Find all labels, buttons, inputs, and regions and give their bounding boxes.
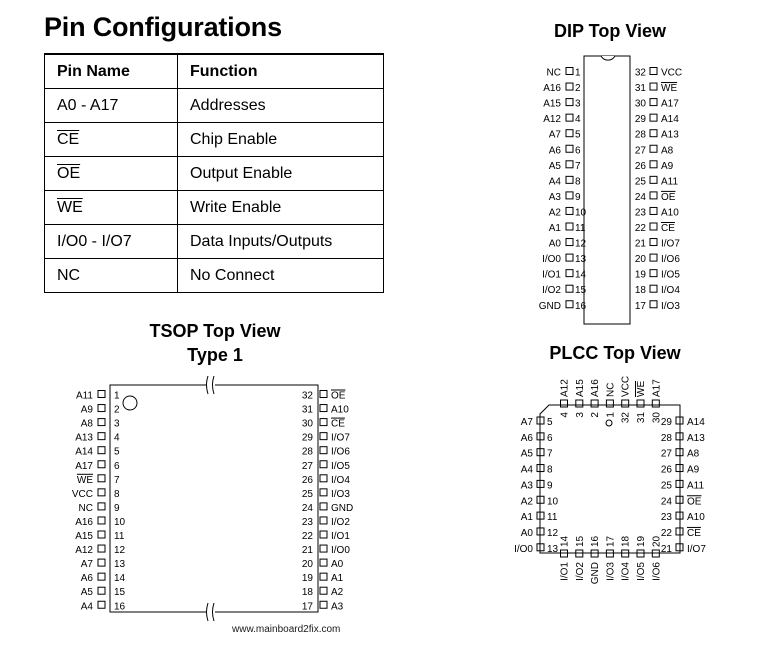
dip-signal-label: I/O3 xyxy=(661,300,680,312)
tsop-pin-box xyxy=(320,461,327,468)
plcc-signal-label: I/O0 xyxy=(514,543,533,555)
dip-pin-box xyxy=(566,207,573,214)
dip-pin-number: 24 xyxy=(634,191,646,203)
function-cell: Data Inputs/Outputs xyxy=(178,225,384,259)
dip-pin-number: 28 xyxy=(634,129,646,141)
tsop-pin-number: 6 xyxy=(114,460,120,472)
tsop-pin-box xyxy=(98,461,105,468)
dip-pin-box xyxy=(650,207,657,214)
plcc-signal-label: A9 xyxy=(687,464,700,476)
plcc-pin-number: 22 xyxy=(660,527,672,539)
dip-signal-label: I/O5 xyxy=(661,269,680,281)
dip-pin-number: 9 xyxy=(575,191,581,203)
dip-signal-label: A4 xyxy=(548,176,561,188)
tsop-signal-label: A4 xyxy=(80,601,93,613)
tsop-package-body xyxy=(110,385,318,612)
dip-signal-label: A1 xyxy=(548,223,561,234)
tsop-signal-label: OE xyxy=(331,390,346,402)
dip-pin-box xyxy=(566,223,573,230)
tsop-pin-box xyxy=(98,489,105,496)
tsop-signal-label: A9 xyxy=(80,404,93,416)
dip-pin-number: 14 xyxy=(575,269,587,281)
dip-signal-label: A15 xyxy=(543,98,561,110)
dip-title: DIP Top View xyxy=(553,21,667,41)
dip-signal-label: CE xyxy=(661,223,675,234)
dip-pin-number: 32 xyxy=(634,67,646,79)
tsop-signal-label: A15 xyxy=(75,531,93,542)
tsop-pin-box xyxy=(320,517,327,524)
plcc-pin-number: 19 xyxy=(636,535,647,547)
dip-pin-box xyxy=(566,176,573,183)
function-cell: Chip Enable xyxy=(178,123,384,157)
plcc-signal-label: I/O2 xyxy=(574,562,586,581)
tsop-pin-box xyxy=(98,573,105,580)
plcc-signal-label: A17 xyxy=(651,379,663,397)
tsop-signal-label: A14 xyxy=(75,446,93,458)
dip-pin-box xyxy=(566,285,573,292)
tsop-pin-box xyxy=(98,517,105,524)
pin-name-cell: A0 - A17 xyxy=(45,89,178,123)
dip-pin-box xyxy=(650,270,657,277)
tsop-signal-label: I/O0 xyxy=(331,545,350,557)
tsop-pin-box xyxy=(320,419,327,426)
dip-pin-box xyxy=(650,68,657,75)
tsop-pin-number: 28 xyxy=(301,446,313,458)
plcc-pin-number: 1 xyxy=(605,412,617,418)
dip-pin-number: 2 xyxy=(575,83,581,95)
plcc-pin-number: 17 xyxy=(605,535,617,547)
dip-signal-label: I/O1 xyxy=(542,269,561,281)
tsop-pin-box xyxy=(320,391,327,398)
dip-pin-number: 18 xyxy=(634,285,646,297)
plcc-signal-label: A6 xyxy=(520,432,533,444)
plcc-pin-number: 5 xyxy=(547,417,553,428)
plcc-signal-label: A8 xyxy=(687,448,700,460)
dip-pin-number: 22 xyxy=(634,223,646,234)
tsop-signal-label: A0 xyxy=(331,559,344,571)
tsop-signal-label: A10 xyxy=(331,404,349,416)
function-header: Function xyxy=(178,54,384,89)
tsop-signal-label: I/O1 xyxy=(331,531,350,542)
tsop-pin-box xyxy=(320,405,327,412)
plcc-signal-label: A16 xyxy=(590,379,602,397)
tsop-pin-box xyxy=(98,475,105,482)
function-cell: Write Enable xyxy=(178,191,384,225)
tsop-pin-box xyxy=(98,391,105,398)
plcc-signal-label: A10 xyxy=(687,512,705,524)
tsop-subtitle: Type 1 xyxy=(187,345,243,365)
tsop-pin-box xyxy=(320,433,327,440)
dip-pin-number: 12 xyxy=(575,238,587,250)
plcc-pin-number: 7 xyxy=(547,448,553,460)
dip-pin-box xyxy=(566,301,573,308)
tsop-pin-number: 24 xyxy=(301,502,313,514)
tsop-pin-box xyxy=(98,433,105,440)
dip-pin-box xyxy=(650,161,657,168)
dip-signal-label: I/O6 xyxy=(661,254,680,266)
dip-pin-number: 3 xyxy=(575,98,581,110)
plcc-signal-label: I/O7 xyxy=(687,543,706,555)
dip-pin-box xyxy=(566,83,573,90)
tsop-pin-number: 26 xyxy=(301,474,313,486)
dip-signal-label: A14 xyxy=(661,114,679,126)
dip-signal-label: A10 xyxy=(661,207,679,219)
dip-pin-number: 16 xyxy=(575,300,587,312)
tsop-pin-box xyxy=(98,559,105,566)
tsop-pin-number: 3 xyxy=(114,418,120,430)
plcc-signal-label: WE xyxy=(636,380,647,397)
dip-pin-box xyxy=(566,145,573,152)
dip-pin-box xyxy=(566,68,573,75)
tsop-pin-number: 27 xyxy=(301,460,313,472)
plcc-diagram xyxy=(514,376,706,584)
dip-signal-label: OE xyxy=(661,191,676,203)
tsop-pin1-marker xyxy=(123,396,137,410)
tsop-break-bottom-gap xyxy=(207,604,215,620)
plcc-signal-label: A1 xyxy=(520,512,533,524)
plcc-signal-label: A14 xyxy=(687,417,705,428)
tsop-signal-label: A5 xyxy=(80,587,93,599)
dip-signal-label: A0 xyxy=(548,238,561,250)
tsop-pin-number: 19 xyxy=(301,573,313,585)
function-cell: No Connect xyxy=(178,259,384,293)
tsop-pin-number: 25 xyxy=(301,488,313,500)
tsop-signal-label: A8 xyxy=(80,418,93,430)
tsop-pin-number: 1 xyxy=(114,390,120,402)
plcc-pin-number: 32 xyxy=(620,412,632,424)
tsop-pin-box xyxy=(98,405,105,412)
plcc-pin-number: 26 xyxy=(660,464,672,476)
pin-name-cell: $\overline{CE}$ xyxy=(57,130,80,148)
dip-signal-label: A13 xyxy=(661,129,679,141)
dip-signal-label: WE xyxy=(661,83,678,95)
dip-diagram xyxy=(539,56,682,324)
dip-pin-box xyxy=(650,114,657,121)
tsop-pin-number: 17 xyxy=(301,601,313,613)
dip-signal-label: A12 xyxy=(543,114,561,126)
dip-pin-number: 21 xyxy=(634,238,646,250)
plcc-pin-number: 14 xyxy=(559,535,571,547)
tsop-pin-box xyxy=(98,419,105,426)
plcc-pin-number: 27 xyxy=(660,448,672,460)
tsop-pin-number: 7 xyxy=(114,474,120,486)
dip-pin-number: 13 xyxy=(575,254,587,266)
plcc-signal-label: I/O6 xyxy=(651,562,663,581)
tsop-signal-label: WE xyxy=(76,474,93,486)
tsop-signal-label: VCC xyxy=(71,488,93,500)
tsop-signal-label: A3 xyxy=(331,601,344,613)
plcc-pin-number: 2 xyxy=(590,412,602,418)
tsop-pin-number: 23 xyxy=(301,516,313,528)
page-title: Pin Configurations xyxy=(44,12,282,42)
dip-signal-label: A3 xyxy=(548,191,561,203)
pin-name-cell: $\overline{OE}$ xyxy=(57,164,81,182)
tsop-pin-box xyxy=(98,587,105,594)
tsop-pin-box xyxy=(320,545,327,552)
function-cell: Addresses xyxy=(178,89,384,123)
dip-pin-box xyxy=(566,192,573,199)
plcc-signal-label: A11 xyxy=(687,480,705,492)
plcc-pin-number: 11 xyxy=(547,512,558,524)
dip-pin-number: 5 xyxy=(575,129,581,141)
dip-signal-label: GND xyxy=(538,300,561,312)
tsop-pin-box xyxy=(98,545,105,552)
tsop-signal-label: I/O4 xyxy=(331,474,350,486)
plcc-signal-label: CE xyxy=(687,527,701,539)
dip-pin-box xyxy=(566,254,573,261)
plcc-pin-number: 24 xyxy=(660,496,672,508)
tsop-signal-label: A2 xyxy=(331,587,344,599)
dip-pin-box xyxy=(650,285,657,292)
dip-pin-number: 7 xyxy=(575,160,581,172)
tsop-pin-number: 9 xyxy=(114,502,120,514)
dip-pin-box xyxy=(566,270,573,277)
tsop-pin-number: 29 xyxy=(301,432,313,444)
dip-pin-box xyxy=(650,301,657,308)
dip-pin-number: 17 xyxy=(634,300,646,312)
plcc-pin-number: 8 xyxy=(547,464,553,476)
plcc-package-body xyxy=(540,405,680,553)
tsop-signal-label: I/O5 xyxy=(331,460,350,472)
dip-signal-label: A11 xyxy=(661,176,679,188)
plcc-pin-number: 16 xyxy=(590,535,602,547)
tsop-pin-number: 11 xyxy=(114,531,125,542)
dip-pin-number: 25 xyxy=(634,176,646,188)
dip-package-body xyxy=(584,56,630,324)
plcc-pin-number: 23 xyxy=(660,512,672,524)
tsop-signal-label: A6 xyxy=(80,573,93,585)
plcc-pin-number: 9 xyxy=(547,480,553,492)
tsop-signal-label: NC xyxy=(78,502,93,514)
plcc-signal-label: A4 xyxy=(520,464,533,476)
tsop-signal-label: CE xyxy=(331,418,345,430)
tsop-pin-number: 21 xyxy=(301,545,313,557)
dip-pin-box xyxy=(650,176,657,183)
plcc-pin-number: 28 xyxy=(660,432,672,444)
dip-pin-number: 31 xyxy=(634,83,646,95)
dip-pin-box xyxy=(650,192,657,199)
tsop-pin-box xyxy=(98,601,105,608)
dip-pin-number: 23 xyxy=(634,207,646,219)
dip-pin-number: 30 xyxy=(634,98,646,110)
tsop-pin-number: 8 xyxy=(114,488,120,500)
dip-pin-number: 20 xyxy=(634,254,646,266)
function-cell: Output Enable xyxy=(178,157,384,191)
tsop-signal-label: A12 xyxy=(75,545,93,557)
plcc-signal-label: A5 xyxy=(520,448,533,460)
tsop-pin-box xyxy=(320,489,327,496)
tsop-pin-number: 32 xyxy=(301,390,313,402)
plcc-signal-label: I/O4 xyxy=(620,562,632,581)
dip-signal-label: I/O0 xyxy=(542,254,561,266)
plcc-signal-label: I/O3 xyxy=(605,562,617,581)
dip-pin-number: 19 xyxy=(634,269,646,281)
dip-signal-label: I/O2 xyxy=(542,285,561,297)
tsop-pin-number: 15 xyxy=(114,587,126,599)
dip-pin-number: 1 xyxy=(575,67,581,79)
dip-signal-label: A7 xyxy=(548,129,561,141)
dip-pin-number: 29 xyxy=(634,114,646,126)
tsop-signal-label: A7 xyxy=(80,559,93,571)
dip-pin-number: 15 xyxy=(575,285,587,297)
tsop-pin-box xyxy=(320,559,327,566)
tsop-signal-label: A11 xyxy=(75,390,93,402)
tsop-signal-label: I/O6 xyxy=(331,446,350,458)
plcc-signal-label: A3 xyxy=(520,480,533,492)
tsop-pin-number: 16 xyxy=(114,601,126,613)
tsop-signal-label: A16 xyxy=(75,516,93,528)
plcc-pin-number: 6 xyxy=(547,432,553,444)
tsop-pin-number: 30 xyxy=(301,418,313,430)
dip-signal-label: A16 xyxy=(543,83,561,95)
tsop-signal-label: I/O7 xyxy=(331,432,350,444)
dip-pin-box xyxy=(566,130,573,137)
tsop-pin-box xyxy=(320,573,327,580)
plcc-pin-number: 15 xyxy=(574,535,586,547)
tsop-signal-label: A17 xyxy=(75,460,93,472)
dip-pin-box xyxy=(650,99,657,106)
tsop-pin-number: 5 xyxy=(114,446,120,458)
dip-pin-number: 4 xyxy=(575,114,581,126)
plcc-signal-label: A13 xyxy=(687,432,705,444)
plcc-pin-number: 29 xyxy=(660,417,672,428)
dip-pin-box xyxy=(650,145,657,152)
dip-signal-label: I/O7 xyxy=(661,238,680,250)
plcc-signal-label: A15 xyxy=(574,379,586,397)
tsop-pin-box xyxy=(320,601,327,608)
tsop-title: TSOP Top View xyxy=(149,321,281,341)
plcc-signal-label: GND xyxy=(590,562,602,585)
pin-name-cell: NC xyxy=(45,259,178,293)
tsop-pin-box xyxy=(98,531,105,538)
tsop-pin-box xyxy=(320,587,327,594)
dip-pin-box xyxy=(650,130,657,137)
dip-pin-box xyxy=(566,239,573,246)
tsop-pin-box xyxy=(320,475,327,482)
tsop-pin-box xyxy=(320,447,327,454)
tsop-pin-box xyxy=(320,503,327,510)
tsop-pin-number: 18 xyxy=(301,587,313,599)
dip-signal-label: A9 xyxy=(661,160,674,172)
plcc-pin-number: 20 xyxy=(651,535,663,547)
plcc-signal-label: I/O1 xyxy=(559,562,571,581)
plcc-signal-label: A2 xyxy=(520,496,533,508)
dip-pin-number: 26 xyxy=(634,160,646,172)
tsop-signal-label: A13 xyxy=(75,432,93,444)
tsop-signal-label: A1 xyxy=(331,573,344,585)
pin-name-cell: $\overline{WE}$ xyxy=(57,198,83,216)
plcc-pin-number: 21 xyxy=(660,543,672,555)
dip-signal-label: A8 xyxy=(661,145,674,157)
dip-signal-label: VCC xyxy=(661,67,683,79)
dip-signal-label: A2 xyxy=(548,207,561,219)
plcc-signal-label: I/O5 xyxy=(636,562,647,581)
tsop-signal-label: GND xyxy=(331,502,354,514)
plcc-pin-number: 10 xyxy=(547,496,559,508)
plcc-pin-number: 31 xyxy=(636,412,647,424)
plcc-pin-number: 25 xyxy=(660,480,672,492)
dip-signal-label: A6 xyxy=(548,145,561,157)
plcc-signal-label: OE xyxy=(687,496,702,508)
plcc-pin-number: 3 xyxy=(574,412,586,418)
plcc-title: PLCC Top View xyxy=(549,343,681,363)
dip-pin-box xyxy=(566,114,573,121)
plcc-signal-label: NC xyxy=(605,382,617,397)
dip-pin-box xyxy=(566,99,573,106)
dip-pin-box xyxy=(650,223,657,230)
plcc-pin-number: 4 xyxy=(559,412,571,418)
dip-pin-number: 6 xyxy=(575,145,581,157)
tsop-pin-number: 14 xyxy=(114,573,126,585)
plcc-signal-label: VCC xyxy=(620,375,632,397)
plcc-pin-number: 12 xyxy=(547,527,559,539)
dip-pin-box xyxy=(650,254,657,261)
plcc-pin-number: 13 xyxy=(547,543,559,555)
dip-pin-number: 11 xyxy=(575,223,586,234)
tsop-pin-number: 13 xyxy=(114,559,126,571)
tsop-signal-label: I/O3 xyxy=(331,488,350,500)
tsop-pin-number: 2 xyxy=(114,404,120,416)
plcc-signal-label: A12 xyxy=(559,379,571,397)
plcc-pin-number: 30 xyxy=(651,412,663,424)
tsop-pin-box xyxy=(98,503,105,510)
plcc-signal-label: A0 xyxy=(520,527,533,539)
plcc-signal-label: A7 xyxy=(520,417,533,428)
tsop-diagram xyxy=(72,376,353,621)
tsop-pin-number: 4 xyxy=(114,432,120,444)
tsop-break-top-gap xyxy=(207,377,215,393)
dip-signal-label: A17 xyxy=(661,98,679,110)
dip-pin-number: 10 xyxy=(575,207,587,219)
dip-signal-label: A5 xyxy=(548,160,561,172)
dip-pin-number: 8 xyxy=(575,176,581,188)
dip-signal-label: I/O4 xyxy=(661,285,680,297)
watermark-url: www.mainboard2fix.com xyxy=(232,624,341,635)
tsop-pin-box xyxy=(320,531,327,538)
plcc-pin-number: 18 xyxy=(620,535,632,547)
tsop-pin-box xyxy=(98,447,105,454)
tsop-pin-number: 10 xyxy=(114,516,126,528)
dip-pin-box xyxy=(650,83,657,90)
pin-name-header: Pin Name xyxy=(45,54,178,89)
dip-pin-box xyxy=(566,161,573,168)
tsop-pin-number: 12 xyxy=(114,545,126,557)
tsop-pin-number: 22 xyxy=(301,531,313,542)
tsop-pin-number: 20 xyxy=(301,559,313,571)
pin-name-cell: I/O0 - I/O7 xyxy=(45,225,178,259)
tsop-pin-number: 31 xyxy=(301,404,313,416)
tsop-signal-label: I/O2 xyxy=(331,516,350,528)
plcc-pin1-marker xyxy=(606,420,612,426)
dip-signal-label: NC xyxy=(546,67,561,79)
dip-pin-number: 27 xyxy=(634,145,646,157)
dip-pin-box xyxy=(650,239,657,246)
